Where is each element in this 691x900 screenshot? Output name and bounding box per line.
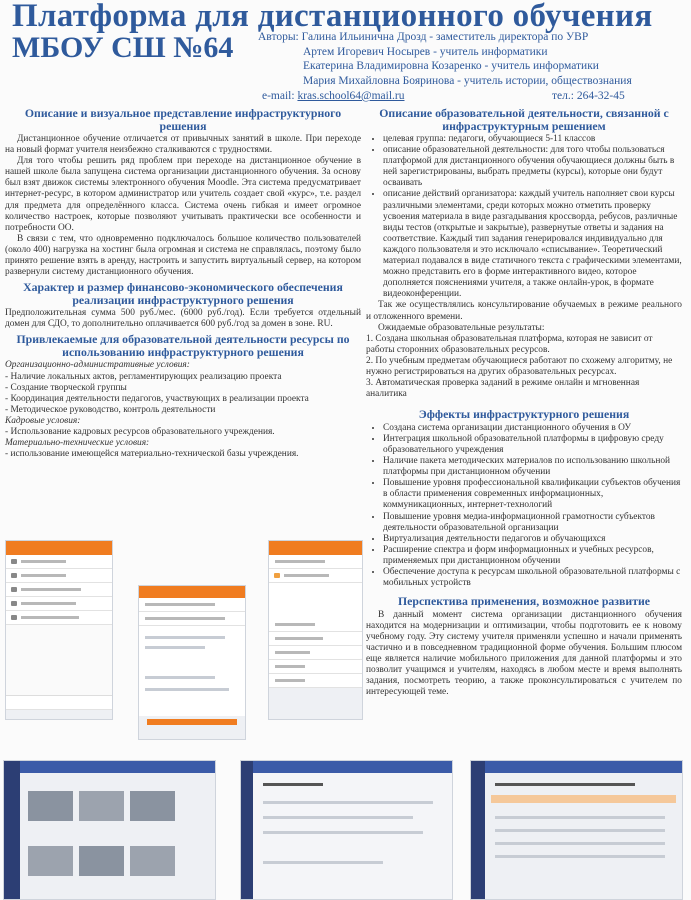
- paragraph: Предположительная сумма 500 руб./мес. (6000 руб./год). Если требуется отдельный домен для СДО, то дополнительно оплачивается 600 руб./год за домен в зоне. RU.: [5, 308, 361, 330]
- author-2: Артем Игоревич Носырев - учитель информатики: [303, 45, 548, 58]
- expected-results-label: Ожидаемые образовательные результаты:: [378, 322, 545, 333]
- section-title-effects: Эффекты инфраструктурного решения: [418, 407, 630, 422]
- right-column: [366, 104, 682, 698]
- list-item: • описание образовательной деятельности: для того чтобы пользоваться платформой для дистанционного обучения обучающиеся должны быть в ней зарегистрированы, выбрать предметы (курсы), которые они будут осваивать: [383, 145, 682, 189]
- result-item: 3. Автоматическая проверка заданий в режиме онлайн и мгновенная аналитика: [366, 378, 640, 400]
- staff-conditions-label: Кадровые условия:: [5, 415, 81, 426]
- paragraph: Для того чтобы решить ряд проблем при переходе на дистанционное обучение в нашей школе была запущена система организации дистанционного обучения. За основу был взят движок системы электронного обучения Moodle. Эта система предусматривает интернет-ресурс, в котором администратор или учитель создает свой «курс», т.е. раздел для предмета для определённого класса. Система очень гибкая и имеет огромное количество настроек, которые позволяют учитывать практически все особенности и потребности ОО.: [5, 156, 361, 233]
- org-conditions-label: Организационно-административные условия:: [5, 360, 190, 371]
- list-item: • Обеспечение доступа к ресурсам школьной образовательной платформы с мобильных устройств: [383, 567, 682, 589]
- section-title-description: Описание и визуальное представление инфраструктурного решения: [24, 106, 342, 133]
- left-column: [5, 104, 361, 460]
- authors-label: Авторы:: [258, 31, 299, 43]
- list-item: - Использование кадровых ресурсов образовательного учреждения.: [5, 426, 275, 437]
- poster-subtitle: МБОУ СШ №64: [12, 31, 234, 64]
- list-item: - Создание творческой группы: [5, 382, 127, 393]
- web-screenshot-2: [240, 760, 453, 900]
- mobile-screenshot-3: [268, 540, 363, 720]
- list-item: • Наличие пакета методических материалов по использованию школьной платформы при дистанционном обучении: [383, 456, 682, 478]
- poster-title: Платформа для дистанционного обучения: [12, 0, 653, 34]
- mobile-screenshot-2: [138, 585, 246, 740]
- section-title-finance: Характер и размер финансово-экономического обеспечения реализации инфраструктурного решения: [23, 280, 343, 307]
- contacts-line: [262, 90, 662, 102]
- list-item: • Повышение уровня медиа-информационной грамотности субъектов деятельности образовательной организации: [383, 512, 682, 534]
- mobile-screenshot-1: [5, 540, 113, 720]
- author-1: Галина Ильинична Дрозд - заместитель директора по УВР: [301, 31, 589, 43]
- paragraph: Дистанционное обучение отличается от привычных занятий в школе. При переходе на новый формат учителя неизбежно сталкиваются с трудностями.: [5, 134, 361, 156]
- result-item: 2. По учебным предметам обучающиеся работают по схожему алгоритму, не нужно регистрироваться на других образовательных ресурсах.: [366, 355, 673, 377]
- list-item: • описание действий организатора: каждый учитель наполняет свои курсы различными элементами, среди которых можно отметить проверку усвоения материала в виде разгадывания кроссворда, ребусов, различные виды тестов (открытые и закрытые), развернутые ответы и задания на соответствие. Каждый тип задания генерировался индивидуально для каждого пользователя и это исключало «списывание». Теоретический материал подавался в виде статичного текста с графическими элементами, можно представить его в форме интерактивного видео, которое дополняется пояснениями учителя, а также онлайн-урок, в формате видеоконференции.: [383, 189, 682, 300]
- activity-list: [366, 134, 682, 300]
- email-link[interactable]: kras.school64@mail.ru: [297, 90, 405, 102]
- result-item: 1. Создана школьная образовательная платформа, которая не зависит от работы сторонних образовательных ресурсов.: [366, 333, 653, 355]
- list-item: • Создана система организации дистанционного обучения в ОУ: [383, 423, 682, 434]
- material-conditions-label: Материально-технические условия:: [5, 438, 150, 449]
- authors-block: [258, 30, 632, 88]
- paragraph: В данный момент система организации дистанционного обучения находится на модернизации и оптимизации, чтобы подготовить ее к новому учебному году. Эту систему учителя применяли успешно и начали применять частично и в повседневном традиционной форме обучения. Большим плюсом еще является наличие мобильного приложения для данной платформы и это позволит учащимся и учителям, находясь в любом месте и время выполнять задания, посмотреть теорию, а также проконсультироваться с учителем по интересующей теме.: [366, 609, 682, 698]
- section-title-perspective: Перспектива применения, возможное развитие: [397, 594, 651, 609]
- list-item: • Виртуализация деятельности педагогов и обучающихся: [383, 534, 682, 545]
- web-screenshot-3: [470, 760, 683, 900]
- web-screenshot-1: [3, 760, 216, 900]
- effects-list: [366, 423, 682, 589]
- section-title-activity: Описание образовательной деятельности, связанной с инфраструктурным решением: [379, 106, 669, 133]
- email-label: e-mail:: [262, 90, 295, 102]
- list-item: - Методическое руководство, контроль деятельности: [5, 404, 216, 415]
- list-item: - использование имеющейся материально-технической базы учреждения.: [5, 449, 299, 460]
- paragraph: В связи с тем, что одновременно подключалось большое количество пользователей (около 400) нагрузка на хостинг была огромная и система не справлялась, поэтому было принято решение взять в аренду, настроить и запустить виртуальный сервер, на котором развернули систему дистанционного обучения.: [5, 233, 361, 278]
- list-item: - Координация деятельности педагогов, участвующих в реализации проекта: [5, 393, 309, 404]
- list-item: • Повышение уровня профессиональной квалификации субъектов обучения в области применения современных информационных, коммуникационных, интернет-технологий: [383, 478, 682, 511]
- list-item: • Расширение спектра и форм информационных и учебных ресурсов, применяемых при дистанционном обучении: [383, 545, 682, 567]
- section-title-resources: Привлекаемые для образовательной деятельности ресурсы по использованию инфраструктурного решения: [16, 332, 350, 359]
- list-item: - Наличие локальных актов, регламентирующих реализацию проекта: [5, 371, 282, 382]
- author-4: Мария Михайловна Бояринова - учитель истории, обществознания: [303, 74, 632, 87]
- list-item: • Интеграция школьной образовательной платформы в цифровую среду образовательного учреждения: [383, 434, 682, 456]
- paragraph: Так же осуществлялись консультирование обучаемых в режиме реального и отложенного времени.: [366, 300, 682, 322]
- phone-text: тел.: 264-32-45: [552, 90, 625, 102]
- list-item: • целевая группа: педагоги, обучающиеся 5-11 классов: [383, 134, 682, 145]
- author-3: Екатерина Владимировна Козаренко - учитель информатики: [303, 60, 599, 73]
